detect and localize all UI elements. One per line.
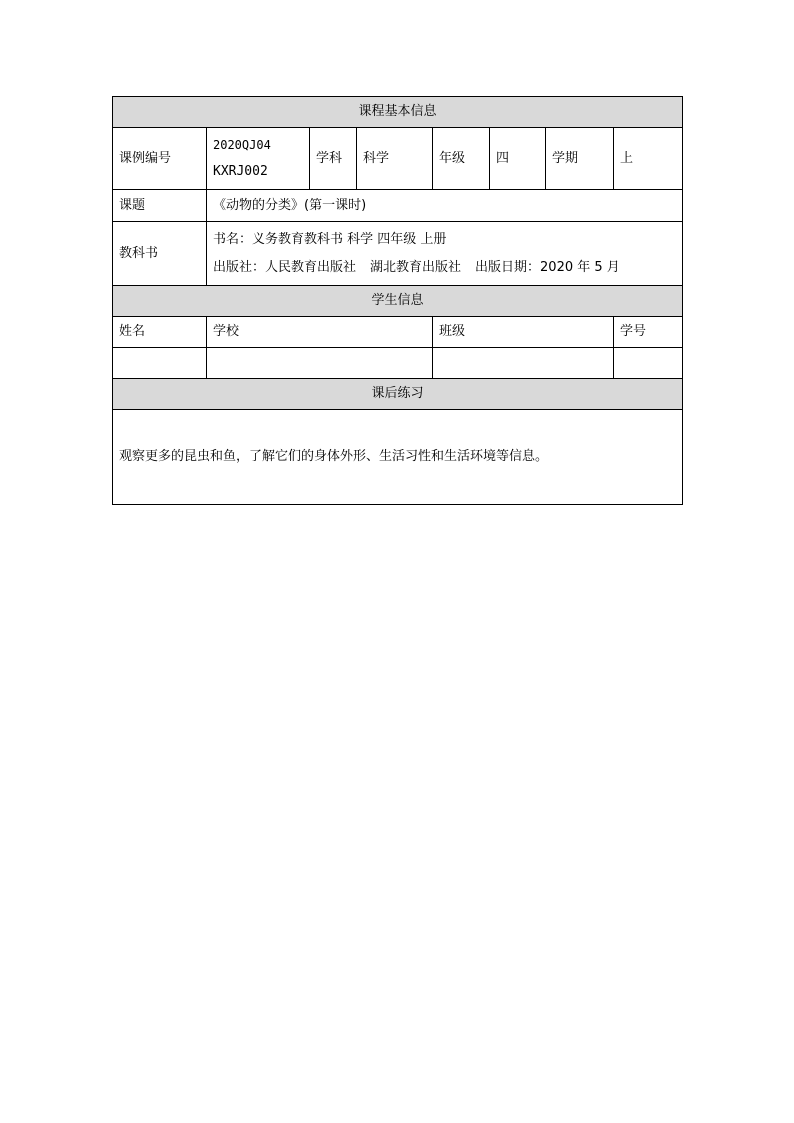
term-value: 上 bbox=[614, 128, 683, 190]
subject-value: 科学 bbox=[357, 128, 433, 190]
textbook-label: 教科书 bbox=[113, 222, 207, 286]
student-number-label: 学号 bbox=[614, 317, 683, 348]
student-class-label: 班级 bbox=[433, 317, 614, 348]
course-id-line2: KXRJ002 bbox=[213, 163, 268, 179]
textbook-publisher: 出版社：人民教育出版社 bbox=[213, 259, 357, 275]
course-id-line1: 2020QJ04 bbox=[213, 137, 271, 152]
textbook-publisher-line bbox=[213, 260, 676, 276]
section-header-homework: 课后练习 bbox=[113, 379, 683, 410]
grade-label: 年级 bbox=[433, 128, 490, 190]
subject-label: 学科 bbox=[310, 128, 357, 190]
student-name-label: 姓名 bbox=[113, 317, 207, 348]
textbook-title: 书名：义务教育教科书 科学 四年级 上册 bbox=[213, 231, 447, 247]
student-school-field[interactable] bbox=[207, 348, 433, 379]
course-info-table bbox=[112, 96, 683, 505]
section-header-student-info: 学生信息 bbox=[113, 286, 683, 317]
textbook-publisher2: 湖北教育出版社 bbox=[370, 259, 462, 275]
student-class-field[interactable] bbox=[433, 348, 614, 379]
homework-text: 观察更多的昆虫和鱼，了解它们的身体外形、生活习性和生活环境等信息。 bbox=[113, 410, 683, 505]
course-id-value bbox=[207, 128, 310, 190]
grade-value: 四 bbox=[490, 128, 546, 190]
student-number-field[interactable] bbox=[614, 348, 683, 379]
course-id-label: 课例编号 bbox=[113, 128, 207, 190]
textbook-pub-date: 出版日期：2020 年 5 月 bbox=[475, 259, 620, 275]
section-header-course-info: 课程基本信息 bbox=[113, 97, 683, 128]
textbook-value bbox=[207, 222, 683, 286]
student-name-field[interactable] bbox=[113, 348, 207, 379]
student-school-label: 学校 bbox=[207, 317, 433, 348]
term-label: 学期 bbox=[546, 128, 614, 190]
topic-label: 课题 bbox=[113, 190, 207, 222]
topic-value: 《动物的分类》(第一课时) bbox=[207, 190, 683, 222]
